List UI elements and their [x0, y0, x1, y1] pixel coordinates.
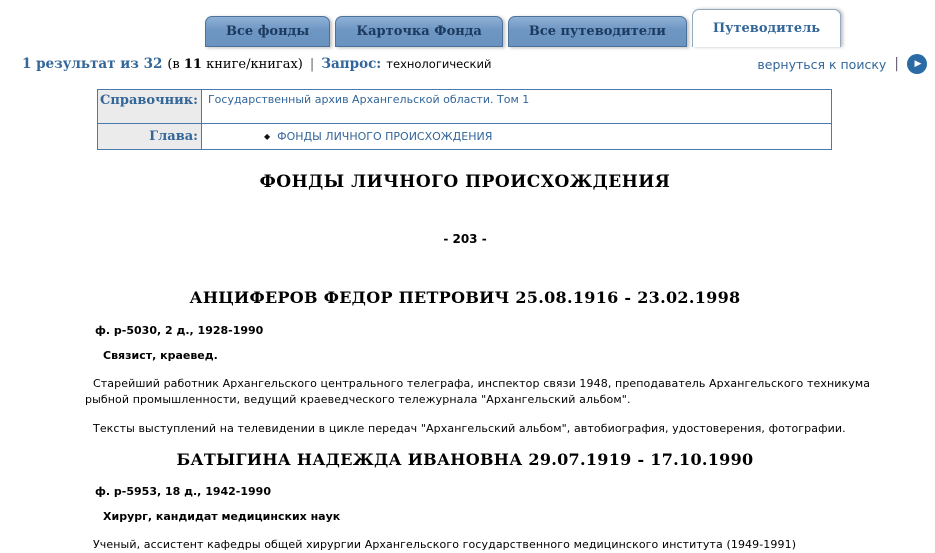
- table-row: [98, 124, 832, 150]
- query-label: Запрос:: [321, 56, 382, 72]
- result-count: 1 результат из 32: [22, 56, 163, 72]
- entry-heading: БАТЫГИНА НАДЕЖДА ИВАНОВНА 29.07.1919 - 17.10.1990: [176, 450, 754, 469]
- occupation-line: Связист, краевед.: [103, 349, 218, 362]
- results-actions: [757, 54, 927, 74]
- entry-paragraph: Старейший работник Архангельского центрального телеграфа, инспектор связи 1948, преподаватель Архангельского техникума рыбной промышленности, ведущий краеведческого тележурнала "Архангельский альбом".: [85, 377, 871, 406]
- results-summary: [22, 56, 491, 72]
- divider: |: [894, 56, 899, 72]
- occupation-line: Хирург, кандидат медицинских наук: [103, 510, 341, 523]
- books-count-text: (в 11 книге/книгах): [167, 57, 303, 72]
- chapter-value-cell: [201, 124, 831, 150]
- chapter-link[interactable]: ФОНДЫ ЛИЧНОГО ПРОИСХОЖДЕНИЯ: [277, 130, 493, 143]
- chapter-label: Глава:: [98, 124, 202, 150]
- query-value: технологический: [386, 57, 492, 71]
- tab-label: Карточка Фонда: [356, 24, 482, 39]
- diamond-bullet-icon: ◆: [263, 132, 271, 141]
- fond-entry: [85, 450, 915, 553]
- fond-reference: ф. р-5030, 2 д., 1928-1990: [95, 324, 264, 337]
- entry-heading: АНЦИФЕРОВ ФЕДОР ПЕТРОВИЧ 25.08.1916 - 23.02.1998: [189, 288, 741, 307]
- page-number: - 203 -: [443, 232, 487, 246]
- reference-info-table: [97, 89, 832, 150]
- directory-link[interactable]: Государственный архив Архангельской области. Том 1: [207, 93, 530, 106]
- tab-all-guides[interactable]: [508, 16, 687, 47]
- entry-paragraph: Тексты выступлений на телевидении в цикле передач "Архангельский альбом", автобиография, удостоверения, фотографии.: [93, 422, 846, 435]
- next-result-button[interactable]: [907, 54, 927, 74]
- play-arrow-icon: ▶: [914, 58, 922, 69]
- table-row: [98, 90, 832, 124]
- back-to-search-link[interactable]: вернуться к поиску: [757, 56, 887, 72]
- directory-value-cell: [201, 90, 831, 124]
- directory-label: Справочник:: [98, 90, 202, 124]
- tab-label: Все фонды: [226, 24, 310, 39]
- tab-all-fonds[interactable]: [205, 16, 330, 47]
- tab-label: Путеводитель: [712, 21, 821, 36]
- section-title: ФОНДЫ ЛИЧНОГО ПРОИСХОЖДЕНИЯ: [259, 172, 671, 192]
- results-bar: [0, 47, 935, 75]
- tab-guide[interactable]: [692, 9, 841, 47]
- tab-fond-card[interactable]: [335, 16, 503, 47]
- entry-paragraph: Ученый, ассистент кафедры общей хирургии Архангельского государственного медицинского института (1949-1991): [93, 538, 797, 551]
- fond-entry: [85, 288, 915, 437]
- guide-document: [85, 172, 915, 553]
- divider: |: [309, 57, 315, 72]
- tab-bar: [0, 0, 935, 47]
- tab-label: Все путеводители: [528, 24, 666, 39]
- fond-reference: ф. р-5953, 18 д., 1942-1990: [95, 485, 271, 498]
